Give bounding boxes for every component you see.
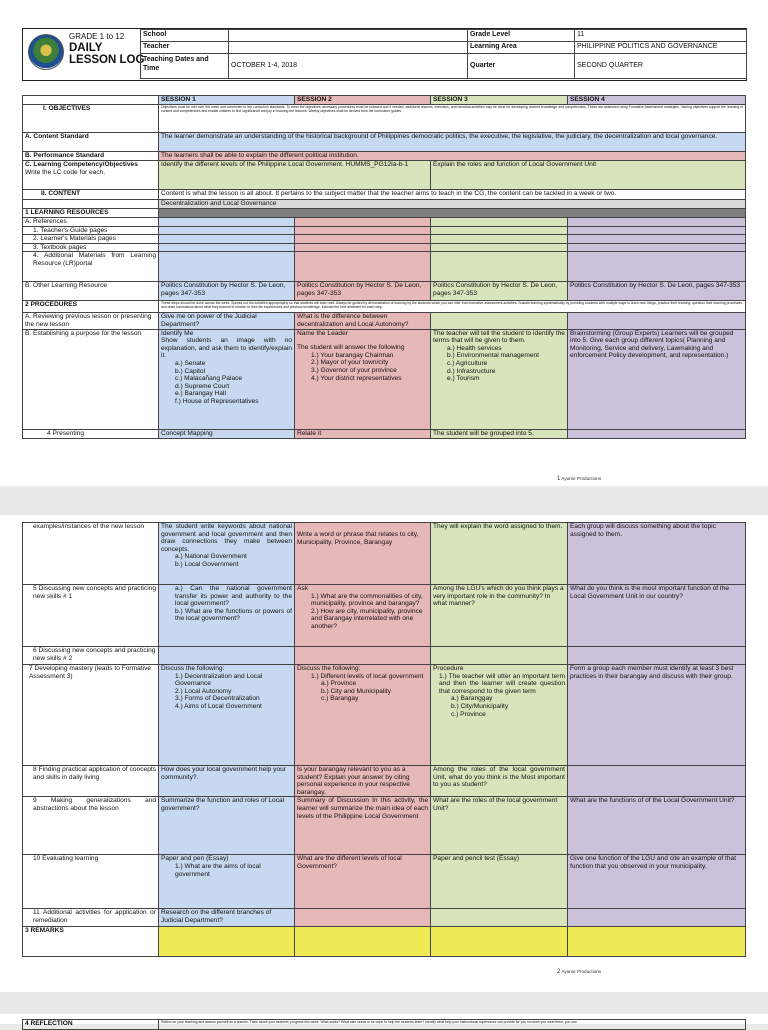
competency-s12: Identify the different levels of the Philippine Local Government. HUMMS_PG12Ia-b-1	[159, 161, 431, 190]
establishing-s1: Identify Me Show students an image with no explanation, and ask them to identify/explain it. a.) Senate b.) Capitol c.) Malacañang Palace d.) Supreme Court e.) Barangay Hall f.) House of Representatives	[159, 329, 295, 429]
reflection-label: 4 REFLECTION	[23, 1020, 159, 1030]
evaluating-s2: What are the different levels of local Government?	[295, 855, 431, 909]
evaluating-s3: Paper and pencil test (Essay)	[431, 855, 568, 909]
session-4-header: SESSION 4	[568, 96, 746, 105]
dll-title: DAILY LESSON LOG	[69, 42, 145, 66]
practical-application-s2: Is your barangay relevant to you as a student? Explain your answer by citing personal experience in your respective barangay.	[295, 766, 431, 797]
additional-activities-s1: Research on the different branches of Judicial Department?	[159, 909, 295, 927]
teacher-value	[229, 42, 468, 54]
teacher-label: Teacher	[141, 42, 229, 54]
page-2-footer: 2 Ayame Productions	[557, 969, 602, 975]
establishing-s4: Brainstorming (Group Experts) Learners will be grouped into 5. Give each group different topics( Planning and Monitoring, Service and delivery, Lawmaking and enforcement Policy development, and representation.)	[568, 329, 746, 429]
grade-level-value: 11	[575, 30, 747, 42]
remarks-label: 3 REMARKS	[23, 927, 159, 957]
content-topic: Decentralization and Local Governance	[159, 200, 746, 209]
content-standard-label: A. Content Standard	[23, 133, 159, 152]
page-3	[0, 1014, 768, 1027]
objectives-label: I. OBJECTIVES	[23, 105, 159, 133]
grade-level-label: Grade Level	[468, 30, 575, 42]
developing-mastery-s4: Form a group each member must identify at least 3 best practices in their barangay and discuss with their group.	[568, 665, 746, 766]
generalizations-s2: Summary of Discussion In this activity, the learner will summarize the main idea of each levels of the Philippine Local Government	[295, 797, 431, 855]
additional-materials-label: 4. Additional Materials from Learning Resource (LR)portal	[23, 252, 159, 282]
quarter-label: Quarter	[468, 54, 575, 79]
establishing-s2: Name the Leader The student will answer the following 1.) Your barangay Chairman 2.) Mayor of your town/city 3.) Governor of your province 4.) Your district representatives	[295, 329, 431, 429]
other-resource-s3: Politics Constitution by Hector S. De Leon, pages 347-353	[431, 282, 568, 301]
performance-standard-text: The learners shall be able to explain the different political institution.	[159, 152, 746, 161]
learning-area-label: Learning Area	[468, 42, 575, 54]
school-value	[229, 30, 468, 42]
evaluating-s1: Paper and pen (Essay) 1.) What are the aims of local government	[159, 855, 295, 909]
generalizations-s4: What are the functions of of the Local Government Unit?	[568, 797, 746, 855]
objectives-text: Objectives must be met over the week and connected to the curriculum standards. To meet the objectives necessary procedures must be followed and if needed, additional lessons, exercises, and remedial activities may be done for developing content knowledge and competencies. These are assessed using Formative Assessment strategies. Valuing objectives support the learning of content and competencies and enable children to find significance and joy in learning the lessons. Weekly objectives shall be derived from the curriculum guides.	[159, 105, 746, 133]
examples-s1: The student write keywords about national government and local government and then draw connections they make between concepts. a.) National Government b.) Local Government	[159, 523, 295, 585]
establishing-s2-list: 1.) Your barangay Chairman 2.) Mayor of your town/city 3.) Governor of your province 4.) Your district representatives	[311, 351, 402, 382]
competency-label: C. Learning Competency/Objectives Write the LC code for each.	[23, 161, 159, 190]
dates-label: Teaching Dates and Time	[141, 54, 229, 79]
deped-seal-logo	[28, 34, 64, 70]
presenting-s3: The student will be grouped into 5.	[431, 429, 568, 438]
establishing-label: B. Establishing a purpose for the lesson	[23, 329, 159, 429]
procedures-text: These steps should be done across the week. Spread out the activities appropriately so that students will learn well. Always be guided by demonstration of learning by the students which you can infer from formative assessment activities. Sustain learning systematically by providing students with multiple ways to learn new things, practice their learning, question their learning processes, and draw conclusions about what they learned in relation to their life experiences and previous knowledge. Indicate the time allotment for each step.	[159, 301, 746, 313]
procedures-label: 2 PROCEDURES	[23, 301, 159, 313]
discussing-1-s2: Ask 1.) What are the commonalities of city, municipality, province and barangay? 2.) How are city, municipality, province and Barangay interrelated with one another?	[295, 585, 431, 647]
reviewing-s1: Give me on power of the Judicial Department?	[159, 313, 295, 329]
content-standard-text: The learner demonstrate an understanding of the historical background of Philippines democratic politics, the executive, the legislative, the judiciary, the decentralization and local governance.	[159, 133, 746, 152]
session-header-blank	[23, 96, 159, 105]
dll-header	[22, 28, 747, 81]
quarter-value: SECOND QUARTER	[575, 54, 747, 79]
reviewing-s2: What is the difference between decentralization and Local Autonomy?	[295, 313, 431, 329]
discussing-1-s3: Among the LGU's which do you think plays a very important role in the community? In what manner?	[431, 585, 568, 647]
content-label: II. CONTENT	[23, 190, 159, 200]
discussing-2-label: 6 Discussing new concepts and practicing new skills # 2	[23, 647, 159, 665]
other-resource-s2: Politics Constitution by Hector S. De Leon, pages 347-353	[295, 282, 431, 301]
session-1-header: SESSION 1	[159, 96, 295, 105]
practical-application-s3: Among the roles of the local government Unit, what do you think is the Most important to you as student?	[431, 766, 568, 797]
presenting-s2: Relate it	[295, 429, 431, 438]
discussing-1-s4: What do you think is the most important function of the Local Government Unit in our country?	[568, 585, 746, 647]
other-resource-s1: Politics Constitution by Hector S. De Leon, pages 347-353	[159, 282, 295, 301]
other-resource-label: B. Other Learning Resource	[23, 282, 159, 301]
discussing-1-label: 5 Discussing new concepts and practicing new skills # 1	[23, 585, 159, 647]
teachers-guide-label: 1. Teacher's Guide pages	[23, 226, 159, 235]
references-label: A. References	[23, 218, 159, 227]
other-resource-s4: Politics Constitution by Hector S. De Leon, pages 347-353	[568, 282, 746, 301]
examples-s4: Each group will discuss something about the topic assigned to them.	[568, 523, 746, 585]
lesson-table-page3	[22, 1019, 746, 1030]
developing-mastery-s3: Procedure 1.) The teacher will utter an important term and then the learner will create question that correspond to the given term a.) Baranggay b.) City/Municipality c.) Province	[431, 665, 568, 766]
evaluating-label: 10 Evaluating learning	[23, 855, 159, 909]
header-info-table	[140, 29, 747, 79]
practical-application-s1: How does your local government help your community?.	[159, 766, 295, 797]
dates-value: OCTOBER 1-4, 2018	[229, 54, 468, 79]
evaluating-s4: Give one function of the LGU and cite an example of that function that you observed in your municipality.	[568, 855, 746, 909]
examples-s3: They will explain the word assigned to them.	[431, 523, 568, 585]
lesson-table-page1	[22, 95, 746, 439]
reviewing-label: A. Reviewing previous lesson or presenting the new lesson	[23, 313, 159, 329]
developing-mastery-label: 7 Developing mastery (leads to Formative Assessment 3)	[23, 665, 159, 766]
reflection-text: Reflect on your teaching and assess yourself as a teacher. Think about your students' progress this week. What works? What else needs to be done to help the students learn? Identify what help your instructional supervisors can provide for you so when you meet them, you can	[159, 1020, 746, 1030]
grade-range: GRADE 1 to 12	[69, 32, 125, 41]
developing-mastery-s1: Discuss the following: 1.) Decentralization and Local Governance 2.) Local Autonomy 3.) Forms of Decentralization 4.) Aims of Local Government	[159, 665, 295, 766]
session-3-header: SESSION 3	[431, 96, 568, 105]
establishing-s1-list: a.) Senate b.) Capitol c.) Malacañang Palace d.) Supreme Court e.) Barangay Hall f.) House of Representatives	[175, 359, 259, 405]
performance-standard-label: B. Performance Standard	[23, 152, 159, 161]
lesson-table-page2	[22, 522, 746, 957]
practical-application-label: 8 Finding practical application of concepts and skills in daily living	[23, 766, 159, 797]
page-1	[0, 0, 768, 486]
developing-mastery-s2: Discuss the following: 1.) Different levels of local government a.) Province b.) City and Municipality c.) Barangay	[295, 665, 431, 766]
content-text: Content is what the lesson is all about. It pertains to the subject matter that the teacher aims to teach in the CG, the content can be tackled in a week or two.	[159, 190, 746, 200]
generalizations-s3: What are the roles of the local government Unit?	[431, 797, 568, 855]
learners-materials-label: 2. Learner's Materials pages	[23, 235, 159, 244]
generalizations-s1: Summarize the function and roles of Local government?	[159, 797, 295, 855]
competency-s34: Explain the roles and function of Local Government Unit	[431, 161, 746, 190]
additional-activities-label: 11 Additional activities for application or remediation	[23, 909, 159, 927]
presenting-label: 4 Presenting	[23, 429, 159, 438]
learning-area-value: PHILIPPINE POLITICS AND GOVERNANCE	[575, 42, 747, 54]
establishing-s3: The teacher will tell the student to identify the terms that will be given to them. a.) Health services b.) Environmental management c.) Agriculture d.) Infrastructure e.) Tourism	[431, 329, 568, 429]
page-2	[0, 515, 768, 992]
generalizations-label: 9 Making generalizations and abstractions about the lesson	[23, 797, 159, 855]
presenting-s1: Concept Mapping	[159, 429, 295, 438]
examples-label: examples/instances of the new lesson	[23, 523, 159, 585]
page-1-footer: 1 Ayame Productions	[557, 476, 602, 482]
discussing-1-s1: a.) Can the national government transfer its power and authority to the local government? b.) What are the functions or powers of the local government?	[159, 585, 295, 647]
textbook-label: 3. Textbook pages	[23, 243, 159, 252]
school-label: School	[141, 30, 229, 42]
learning-resources-label: 1 LEARNING RESOURCES	[23, 209, 159, 218]
examples-s2: Write a word or phrase that relates to city, Municipality, Province, Barangay	[295, 523, 431, 585]
session-2-header: SESSION 2	[295, 96, 431, 105]
establishing-s3-list: a.) Health services b.) Environmental management c.) Agriculture d.) Infrastructure e.) Tourism	[447, 344, 539, 383]
